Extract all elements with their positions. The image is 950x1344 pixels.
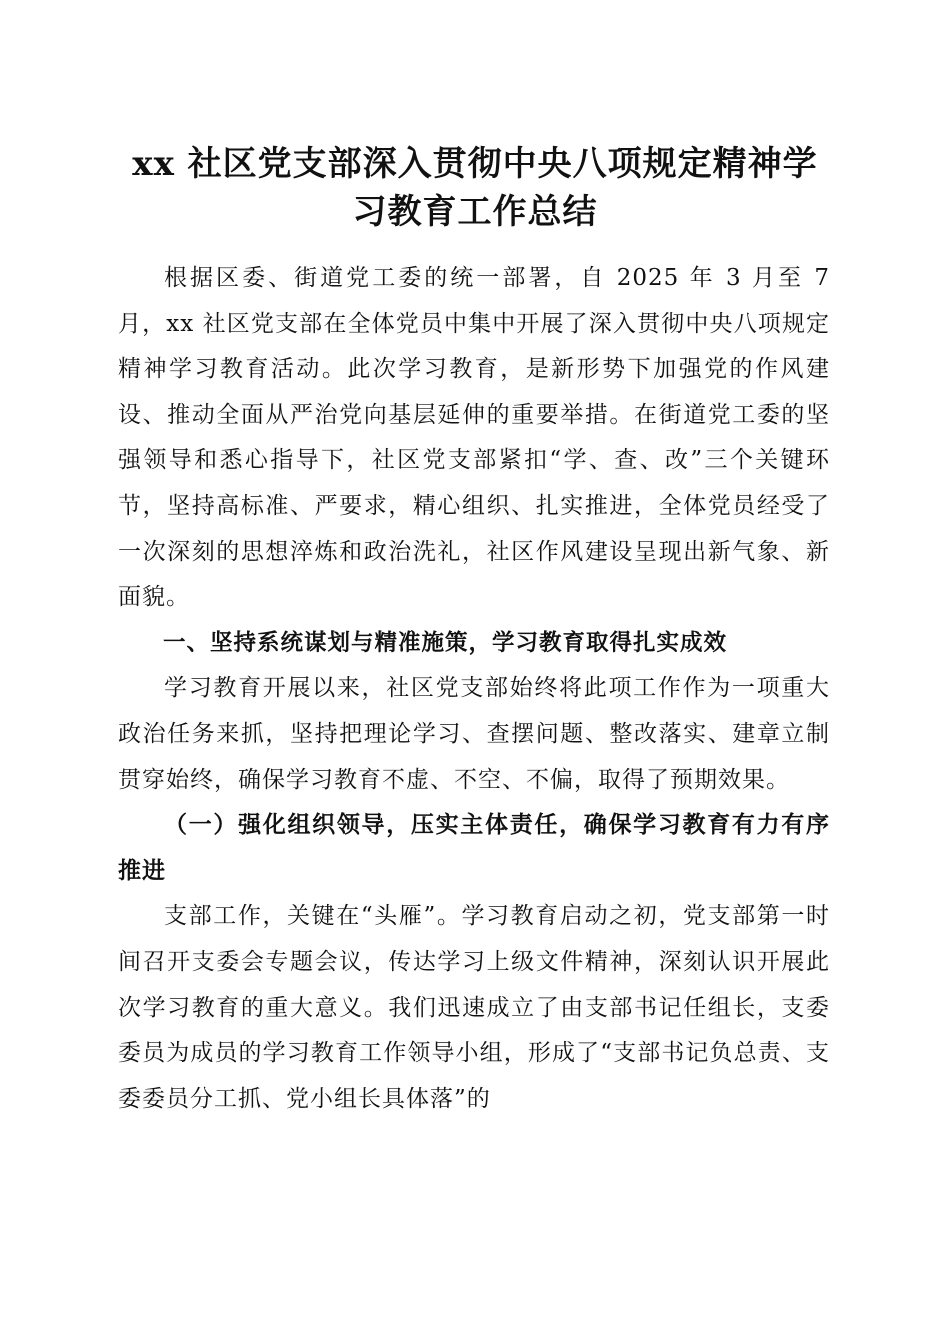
intro-paragraph: 根据区委、街道党工委的统一部署，自 2025 年 3 月至 7 月，xx 社区党支部在全体党员中集中开展了深入贯彻中央八项规定精神学习教育活动。此次学习教育，是新形势下加强党的作风建设、推动全面从严治党向基层延伸的重要举措。在街道党工委的坚强领导和悉心指导下，社区党支部紧扣“学、查、改”三个关键环节，坚持高标准、严要求，精心组织、扎实推进，全体党员经受了一次深刻的思想淬炼和政治洗礼，社区作风建设呈现出新气象、新面貌。 bbox=[118, 265, 830, 611]
section-1-paragraph: 学习教育开展以来，社区党支部始终将此项工作作为一项重大政治任务来抓，坚持把理论学习、查摆问题、整改落实、建章立制贯穿始终，确保学习教育不虚、不空、不偏，取得了预期效果。 bbox=[118, 675, 830, 793]
document-title bbox=[100, 140, 850, 236]
document-body bbox=[118, 256, 830, 1122]
title-line-2: 习教育工作总结 bbox=[352, 192, 598, 232]
subsection-1-heading: （一）强化组织领导，压实主体责任，确保学习教育有力有序推进 bbox=[118, 812, 830, 884]
section-1-heading: 一、坚持系统谋划与精准施策，学习教育取得扎实成效 bbox=[163, 629, 728, 656]
subsection-1-paragraph: 支部工作，关键在“头雁”。学习教育启动之初，党支部第一时间召开支委会专题会议，传达学习上级文件精神，深刻认识开展此次学习教育的重大意义。我们迅速成立了由支部书记任组长，支委委员为成员的学习教育工作领导小组，形成了“支部书记负总责、支委委员分工抓、党小组长具体落”的 bbox=[118, 903, 830, 1112]
title-line-1: xx 社区党支部深入贯彻中央八项规定精神学 bbox=[132, 144, 818, 184]
